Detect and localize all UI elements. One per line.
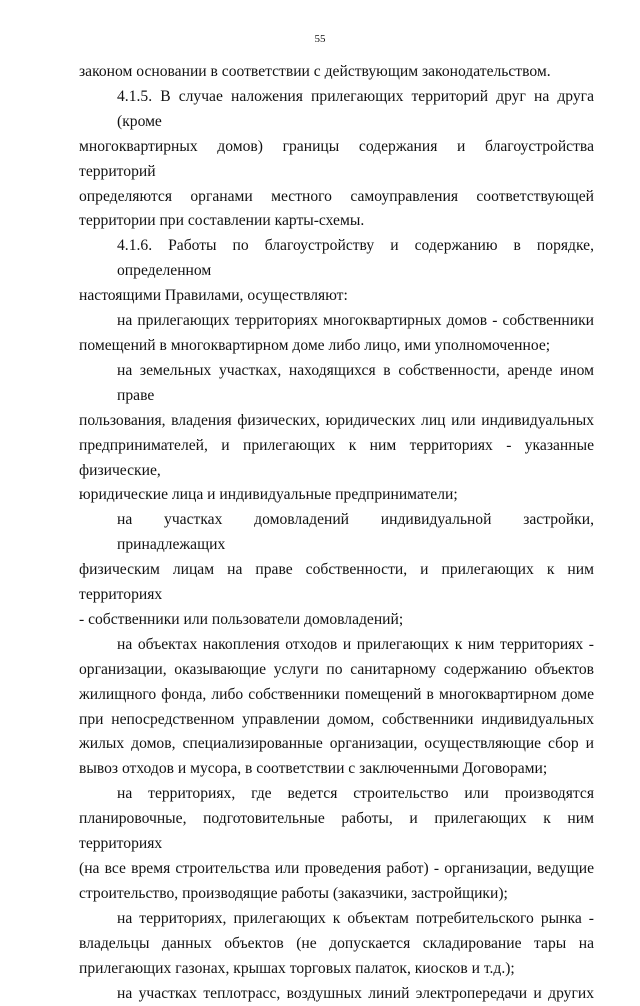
paragraph (79, 309, 594, 359)
paragraph (79, 508, 594, 633)
text-line: определяются органами местного самоуправления соответствующей (79, 187, 594, 205)
paragraph (79, 907, 594, 982)
text-line: планировочные, подготовительные работы, и прилегающих к ним территориях (79, 810, 594, 853)
text-line: территории при составлении карты-схемы. (79, 212, 365, 230)
text-line: на участках домовладений индивидуальной застройки, принадлежащих (117, 511, 594, 554)
paragraph (79, 359, 594, 508)
text-line: строительство, производящие работы (заказчики, застройщики); (79, 884, 508, 902)
text-line: организации, оказывающие услуги по санитарному содержанию объектов (79, 660, 594, 678)
text-line: пользования, владения физических, юридических лиц или индивидуальных (79, 411, 594, 429)
text-line: - собственники или пользователи домовладений; (79, 610, 404, 628)
text-line: настоящими Правилами, осуществляют: (79, 287, 348, 305)
text-line: прилегающих газонах, крышах торговых палаток, киосков и т.д.); (79, 959, 515, 977)
text-line: 4.1.5. В случае наложения прилегающих территорий друг на друга (кроме (117, 87, 594, 130)
text-line: на территориях, где ведется строительство или производятся (117, 785, 594, 803)
text-line: предпринимателей, и прилегающих к ним территориях - указанные физические, (79, 436, 594, 479)
text-line: на участках теплотрасс, воздушных линий электропередачи и других (117, 984, 594, 1002)
text-line: жилищного фонда, либо собственники помещений в многоквартирном доме (79, 685, 594, 703)
paragraph (79, 234, 594, 309)
text-line: жилых домов, специализированные организации, осуществляющие сбор и (79, 735, 594, 753)
text-line: многоквартирных домов) границы содержания и благоустройства территорий (79, 137, 594, 180)
page-number: 55 (314, 33, 326, 45)
paragraph (79, 60, 594, 85)
text-line: физическим лицам на праве собственности, и прилегающих к ним территориях (79, 561, 594, 604)
text-line: юридические лица и индивидуальные предприниматели; (79, 486, 458, 504)
text-line: на объектах накопления отходов и прилегающих к ним территориях - (117, 635, 594, 653)
paragraph (79, 982, 594, 1006)
text-line: законом основании в соответствии с действующим законодательством. (79, 63, 551, 80)
text-line: помещений в многоквартирном доме либо лицо, ими уполномоченное; (79, 336, 551, 354)
text-line: на земельных участках, находящихся в собственности, аренде ином праве (117, 361, 594, 404)
paragraph (79, 782, 594, 907)
text-line: 4.1.6. Работы по благоустройству и содержанию в порядке, определенном (117, 237, 594, 280)
text-line: на прилегающих территориях многоквартирных домов - собственники (117, 312, 594, 330)
paragraph (79, 633, 594, 782)
text-line: на территориях, прилегающих к объектам потребительского рынка - (117, 909, 594, 927)
text-line: владельцы данных объектов (не допускается складирование тары на (79, 934, 594, 952)
text-line: (на все время строительства или проведения работ) - организации, ведущие (79, 860, 594, 877)
document-body (79, 60, 594, 1006)
text-line: при непосредственном управлении домом, собственники индивидуальных (79, 710, 594, 728)
text-line: вывоз отходов и мусора, в соответствии с заключенными Договорами; (79, 760, 548, 778)
paragraph (79, 85, 594, 234)
